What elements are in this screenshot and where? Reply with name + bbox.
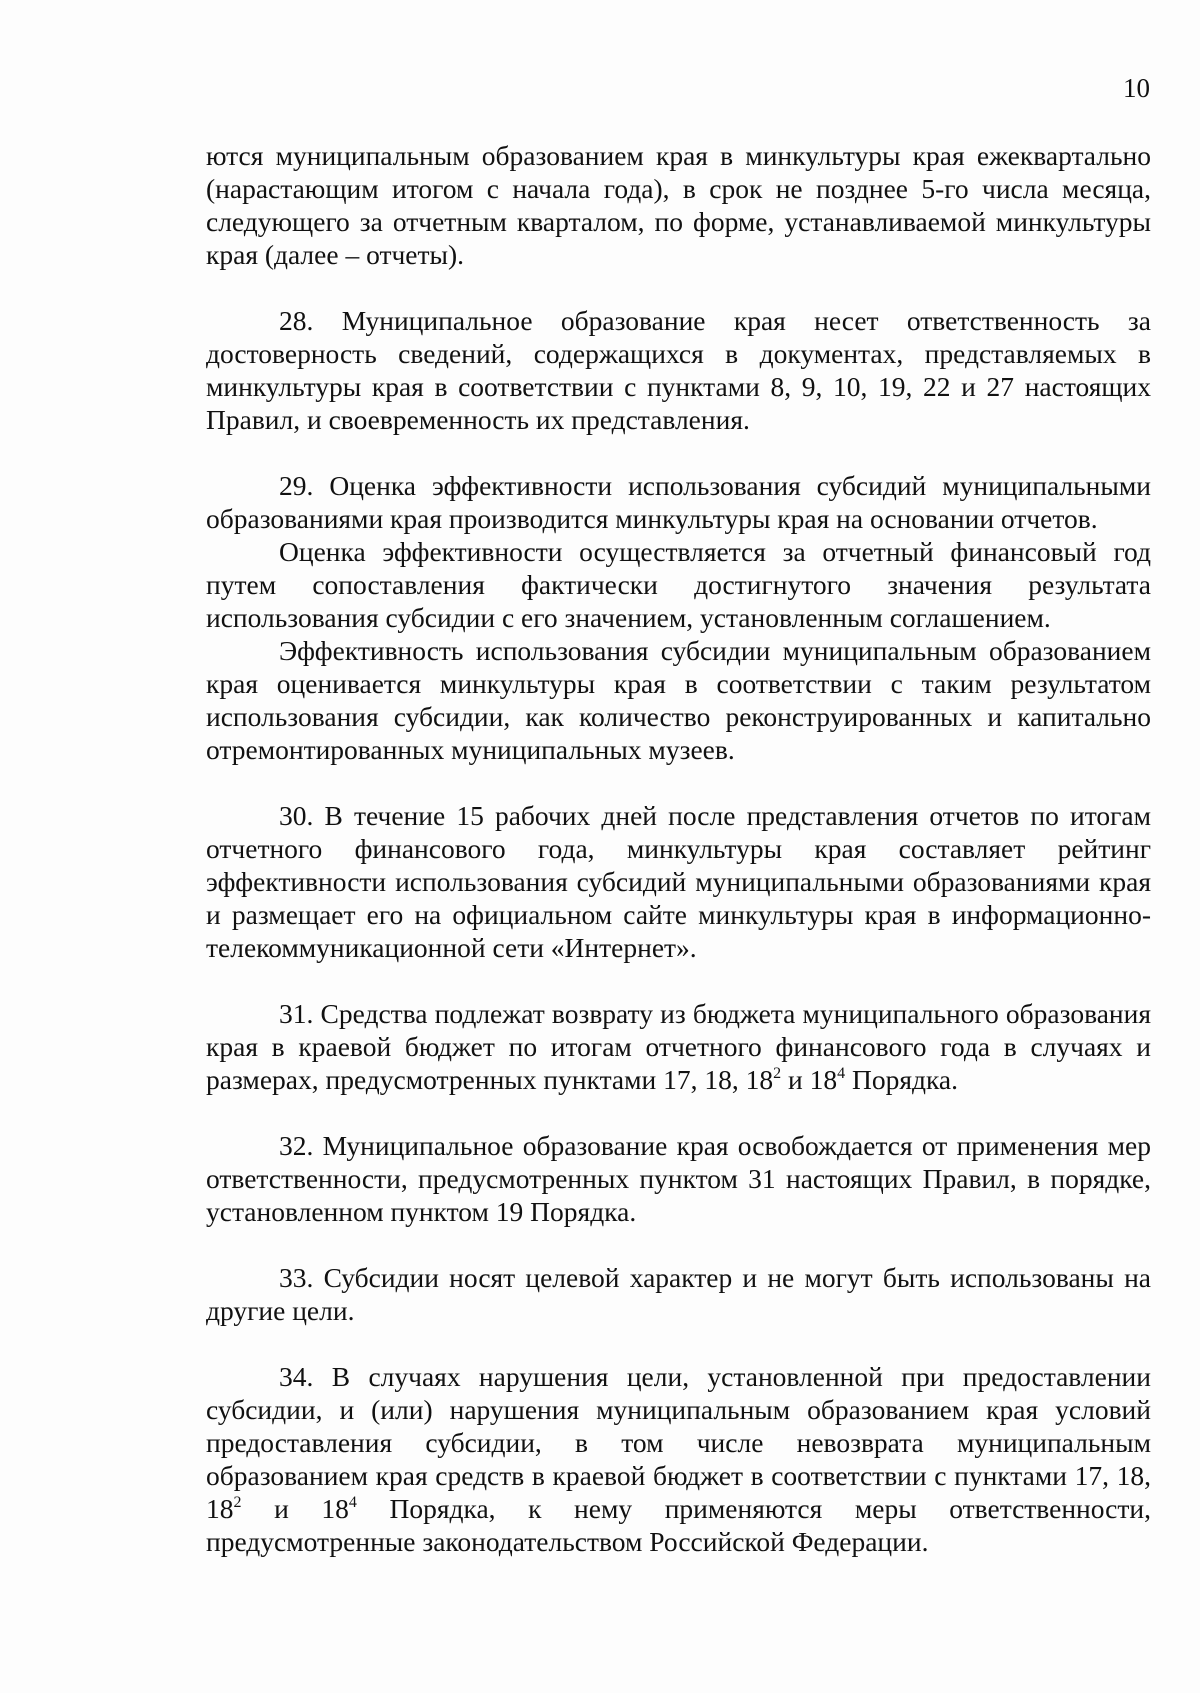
paragraph-29: 29. Оценка эффективности использования субсидий муниципальными образованиями края производится минкультуры края на основании отчетов. xyxy=(206,470,1151,534)
paragraph-27-continuation: ются муниципальным образованием края в минкультуры края ежеквартально (нарастающим итогом с начала года), в срок не позднее 5-го числа месяца, следующего за отчетным кварталом, по форме, устанавливаемой минкультуры края (далее – отчеты). xyxy=(206,140,1151,270)
paragraph-31-text-2: и 18 xyxy=(781,1064,838,1095)
paragraph-34-superscript-2: 4 xyxy=(348,1494,357,1511)
paragraph-31 xyxy=(206,997,1151,1096)
paragraph-31-superscript-2: 4 xyxy=(837,1065,846,1082)
paragraph-31-text-3: Порядка. xyxy=(845,1064,958,1095)
paragraph-32: 32. Муниципальное образование края освобождается от применения мер ответственности, предусмотренных пунктом 31 настоящих Правил, в порядке, установленном пунктом 19 Порядка. xyxy=(206,1130,1151,1227)
paragraph-34-text-1: 34. В случаях нарушения цели, установленной при предоставлении субсидии, и (или) нарушения муниципальным образованием края условий предоставления субсидии, в том числе невозврата муниципальным образованием края средств в краевой бюджет в соответствии с пунктами 17, 18, 18 xyxy=(206,1361,1151,1524)
page-number: 10 xyxy=(1123,73,1150,103)
document-body xyxy=(206,139,1151,1558)
paragraph-34 xyxy=(206,1360,1151,1558)
paragraph-31-text-1: 31. Средства подлежат возврату из бюджета муниципального образования края в краевой бюджет по итогам отчетного финансового года в случаях и размерах, предусмотренных пунктами 17, 18, 18 xyxy=(206,998,1151,1095)
paragraph-29-part-2: Оценка эффективности осуществляется за отчетный финансовый год путем сопоставления фактически достигнутого значения результата использования субсидии с его значением, установленным соглашением. xyxy=(206,536,1151,633)
paragraph-30: 30. В течение 15 рабочих дней после представления отчетов по итогам отчетного финансового года, минкультуры края составляет рейтинг эффективности использования субсидий муниципальными образованиями края и размещает его на официальном сайте минкультуры края в информационно-телекоммуникационной сети «Интернет». xyxy=(206,800,1151,963)
paragraph-34-superscript-1: 2 xyxy=(233,1494,242,1511)
paragraph-28: 28. Муниципальное образование края несет ответственность за достоверность сведений, содержащихся в документах, представляемых в минкультуры края в соответствии с пунктами 8, 9, 10, 19, 22 и 27 настоящих Правил, и своевременность их представления. xyxy=(206,305,1151,435)
paragraph-34-text-3: Порядка, к нему применяются меры ответственности, предусмотренные законодательством Российской Федерации. xyxy=(206,1493,1152,1557)
paragraph-34-text-2: и 18 xyxy=(241,1493,349,1524)
paragraph-33: 33. Субсидии носят целевой характер и не могут быть использованы на другие цели. xyxy=(206,1262,1151,1326)
paragraph-31-superscript-1: 2 xyxy=(773,1065,782,1082)
paragraph-29-part-3: Эффективность использования субсидии муниципальным образованием края оценивается минкультуры края в соответствии с таким результатом использования субсидии, как количество реконструированных и капитально отремонтированных муниципальных музеев. xyxy=(206,635,1151,765)
